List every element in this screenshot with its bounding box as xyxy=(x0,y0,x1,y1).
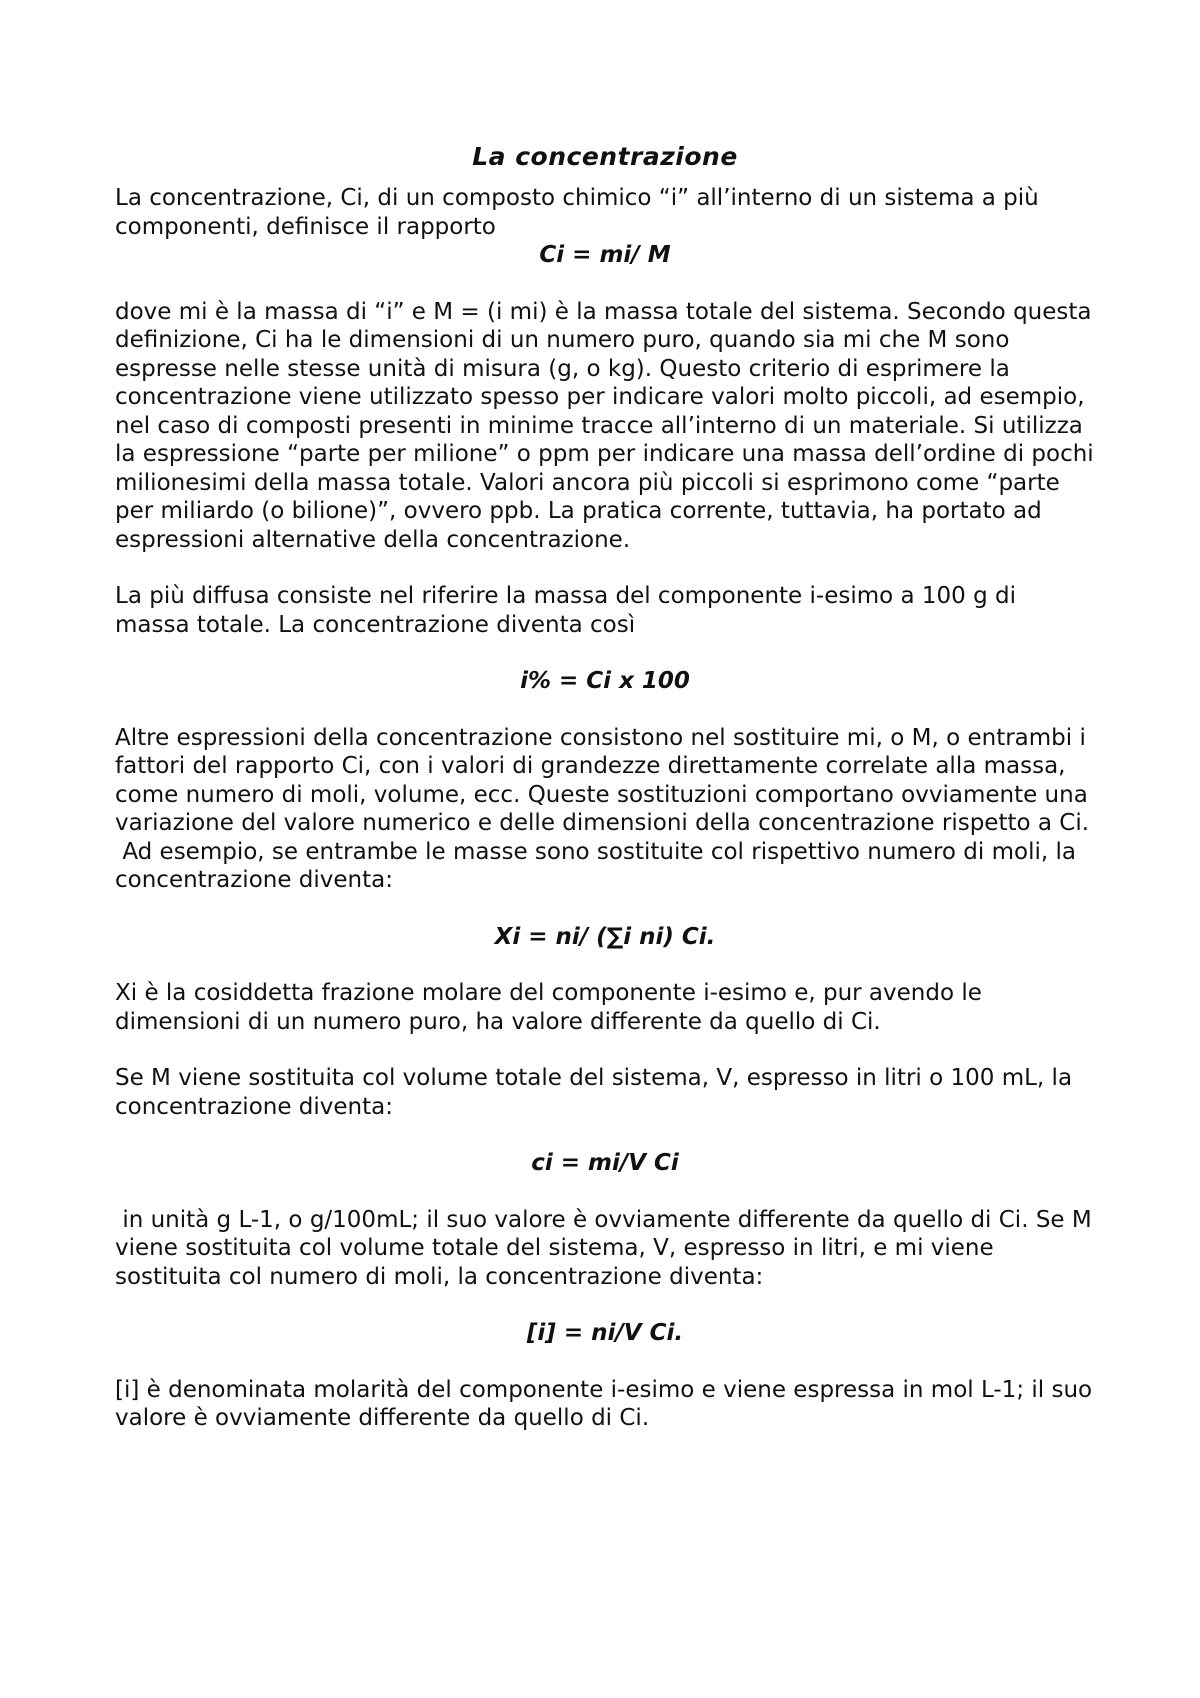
spacer xyxy=(115,1291,1095,1319)
spacer xyxy=(115,1348,1095,1376)
molarity-paragraph: [i] è denominata molarità del componente i-esimo e viene espressa in mol L-1; il suo valore è ovviamente differente da quello di Ci. xyxy=(115,1376,1093,1431)
spacer xyxy=(115,895,1095,923)
molar-fraction-paragraph: Xi è la cosiddetta frazione molare del componente i-esimo e, pur avendo le dimensioni di un numero puro, ha valore differente da quello di Ci. xyxy=(115,980,982,1035)
formula-ci: Ci = mi/ M xyxy=(539,242,671,268)
spacer xyxy=(115,1036,1095,1064)
formula-molarity: [i] = ni/V Ci. xyxy=(526,1320,684,1346)
alternatives-paragraph: Altre espressioni della concentrazione consistono nel sostituire mi, o M, o entrambi i fattori del rapporto Ci, con i valori di grandezze direttamente correlate alla massa, come numero di moli, volume, ecc. Queste sostituzioni comportano ovviamente una variazione del valore numerico e delle dimensioni della concentrazione rispetto a Ci. xyxy=(115,724,1090,836)
document-title: La concentrazione xyxy=(472,142,738,171)
spacer xyxy=(115,951,1095,979)
formula-mass-volume: ci = mi/V Ci xyxy=(531,1150,679,1176)
intro-paragraph: La concentrazione, Ci, di un composto chimico “i” all’interno di un sistema a più componenti, definisce il rapporto xyxy=(115,185,1039,240)
definition-paragraph: dove mi è la massa di “i” e M = (i mi) è la massa totale del sistema. Secondo questa definizione, Ci ha le dimensioni di un numero puro, quando sia mi che M sono espresse nelle stesse unità di misura (g, o kg). Questo criterio di esprimere la concentrazione viene utilizzato spesso per indicare valori molto piccoli, ad esempio, nel caso di composti presenti in minime tracce all’interno di un materiale. Si utilizza la espressione “parte per milione” o ppm per indicare una massa dell’ordine di pochi milionesimi della massa totale. Valori ancora più piccoli si esprimono come “parte per miliardo (o bilione)”, ovvero ppb. La pratica corrente, tuttavia, ha portato ad espressioni alternative della concentrazione. xyxy=(115,298,1094,553)
spacer xyxy=(115,639,1095,667)
moles-paragraph: Ad esempio, se entrambe le masse sono sostituite col rispettivo numero di moli, la concentrazione diventa: xyxy=(115,838,1084,893)
document-body xyxy=(115,140,1100,1433)
volume-paragraph: Se M viene sostituita col volume totale del sistema, V, espresso in litri o 100 mL, la concentrazione diventa: xyxy=(115,1065,1073,1120)
spacer xyxy=(115,696,1095,724)
percent-paragraph: La più diffusa consiste nel riferire la massa del componente i-esimo a 100 g di massa totale. La concentrazione diventa così xyxy=(115,583,1017,638)
spacer xyxy=(115,270,1095,298)
units-paragraph: in unità g L-1, o g/100mL; il suo valore è ovviamente differente da quello di Ci. Se M viene sostituita col volume totale del sistema, V, espresso in litri, e mi viene sostituita col numero di moli, la concentrazione diventa: xyxy=(115,1206,1100,1290)
spacer xyxy=(115,1178,1095,1206)
spacer xyxy=(115,1121,1095,1149)
formula-percent: i% = Ci x 100 xyxy=(520,668,690,694)
spacer xyxy=(115,554,1095,582)
formula-molar-fraction: Xi = ni/ (∑i ni) Ci. xyxy=(494,923,716,950)
